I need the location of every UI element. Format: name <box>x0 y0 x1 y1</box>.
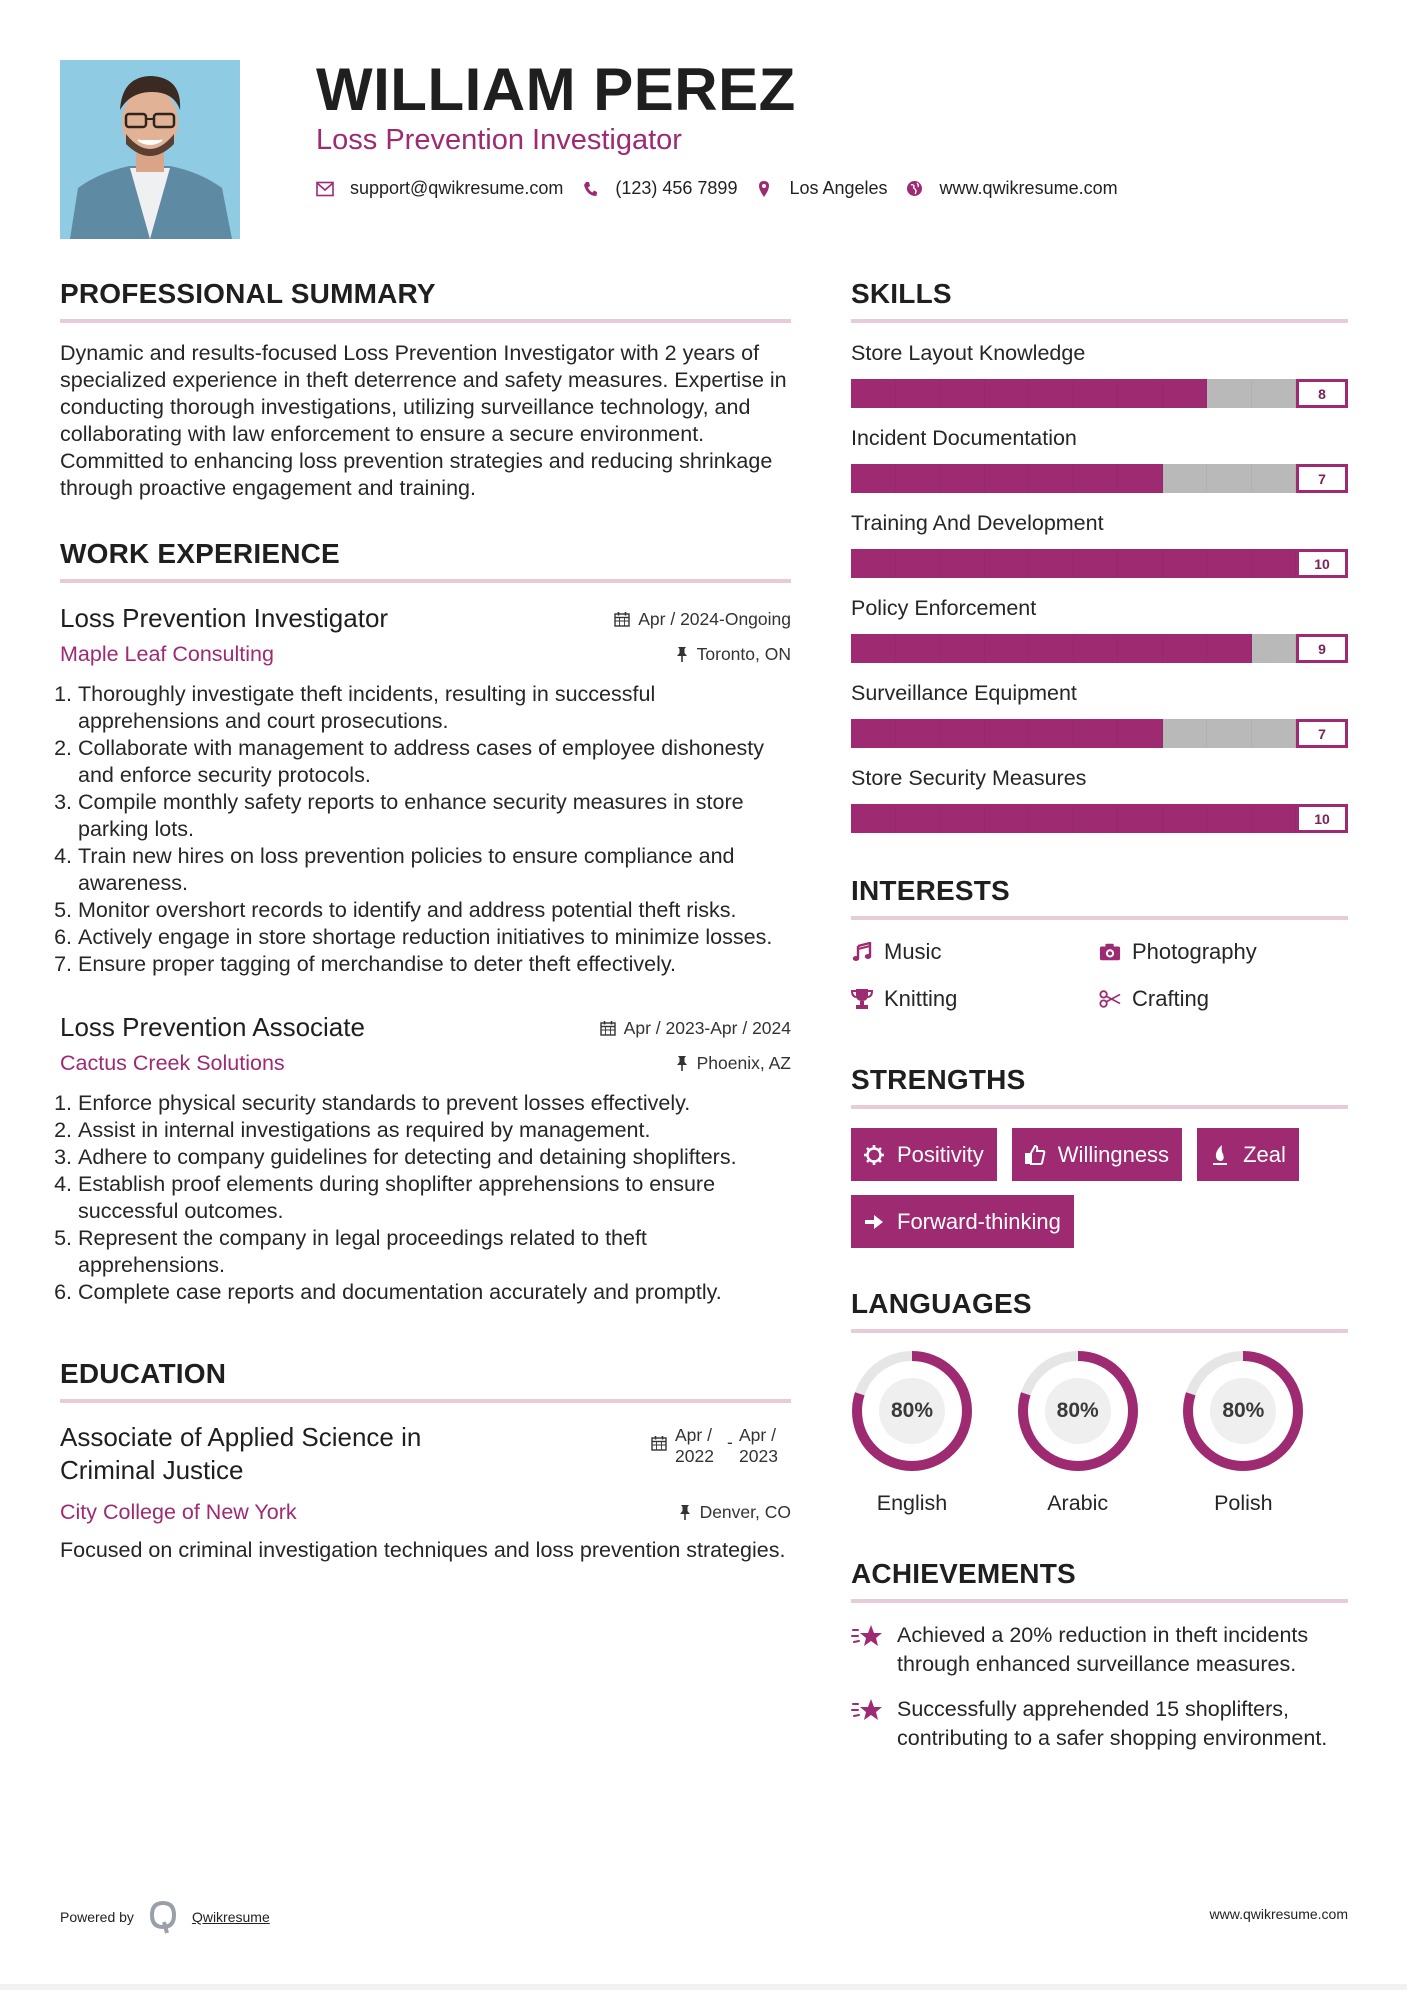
interest-item <box>1099 985 1348 1012</box>
skill-bar-segment <box>1118 549 1163 578</box>
strength-tag <box>851 1128 997 1181</box>
skill-score: 8 <box>1296 379 1348 408</box>
scissors-icon <box>1099 988 1121 1010</box>
skill-bar-segment <box>851 804 896 833</box>
music-icon <box>851 941 873 963</box>
candidate-name: WILLIAM PEREZ <box>316 56 796 123</box>
skill-bar-segment <box>896 719 941 748</box>
skill-item <box>851 340 1348 408</box>
skill-bar-segment <box>1029 719 1074 748</box>
skill-bar-segment <box>985 464 1030 493</box>
job-location-text: Toronto, ON <box>696 643 791 664</box>
skill-bar-segment <box>1207 379 1252 408</box>
duty-item: 1. Enforce physical security standards to prevent losses effectively. <box>78 1090 791 1117</box>
skill-bar-segment <box>896 549 941 578</box>
language-name: Arabic <box>1047 1491 1109 1515</box>
skill-score: 9 <box>1296 634 1348 663</box>
section-divider <box>851 1599 1348 1603</box>
calendar-icon <box>651 1435 667 1451</box>
strength-label: Willingness <box>1057 1141 1170 1167</box>
page-edge <box>0 1984 1407 1990</box>
section-title: ACHIEVEMENTS <box>851 1558 1076 1589</box>
language-name: English <box>876 1491 948 1515</box>
duty-item: 3. Compile monthly safety reports to enhance security measures in store parking lots. <box>78 789 791 843</box>
skills-section <box>851 276 1348 833</box>
job-entry <box>60 1010 791 1306</box>
qwikresume-logo-icon <box>148 1900 178 1934</box>
duty-item: 6. Actively engage in store shortage reduction initiatives to minimize losses. <box>78 924 791 951</box>
education-description: Focused on criminal investigation techniques and loss prevention strategies. <box>60 1538 786 1562</box>
calendar-icon <box>614 611 630 627</box>
interest-item <box>1099 938 1348 965</box>
thumbs-up-icon <box>1024 1144 1046 1166</box>
location-text: Los Angeles <box>789 178 888 198</box>
achievement-text: Achieved a 20% reduction in theft incidents through enhanced surveillance measures. <box>897 1623 1309 1676</box>
job-role: Loss Prevention Investigator <box>60 603 389 633</box>
summary-text: Dynamic and results-focused Loss Prevention Investigator with 2 years of specialized experience in theft deterrence and safety measures. Expertise in conducting thorough investigations, utilizing surveillance technology, and collaborating with law enforcement to ensure a secure environment. Committed to enhancing loss prevention strategies and reducing shrinkage through proactive engagement and training. <box>60 341 787 500</box>
skill-bar-segment <box>1163 804 1208 833</box>
globe-icon <box>906 180 924 198</box>
skill-score: 10 <box>1296 549 1348 578</box>
skill-bar-segment <box>896 804 941 833</box>
language-progress-ring <box>1017 1350 1139 1472</box>
duty-item: 4. Train new hires on loss prevention policies to ensure compliance and awareness. <box>78 843 791 897</box>
section-title: SKILLS <box>851 278 952 309</box>
duty-item: 5. Monitor overshort records to identify and address potential theft risks. <box>78 897 791 924</box>
skill-bar-segment <box>1118 379 1163 408</box>
skill-bar-segment <box>1118 804 1163 833</box>
section-divider <box>851 319 1348 323</box>
job-role: Loss Prevention Associate <box>60 1012 365 1042</box>
job-location <box>676 644 791 665</box>
duty-item: 5. Represent the company in legal proceedings related to theft apprehensions. <box>78 1225 791 1279</box>
section-title: PROFESSIONAL SUMMARY <box>60 278 436 309</box>
duty-list <box>60 681 791 978</box>
duty-item: 3. Adhere to company guidelines for detecting and detaining shoplifters. <box>78 1144 791 1171</box>
right-column <box>851 276 1348 1769</box>
summary-section <box>60 276 791 502</box>
languages-list <box>851 1350 1348 1516</box>
interest-label: Photography <box>1132 939 1257 964</box>
arrow-right-icon <box>863 1211 885 1233</box>
section-divider <box>60 1399 791 1403</box>
job-date <box>614 609 791 630</box>
strengths-section <box>851 1062 1348 1248</box>
skill-bar-segment <box>985 634 1030 663</box>
skill-rating-bar <box>851 719 1348 748</box>
languages-section <box>851 1286 1348 1516</box>
skill-bar-segment <box>1252 719 1297 748</box>
skill-name: Policy Enforcement <box>851 596 1037 620</box>
school-location-text: Denver, CO <box>699 1501 791 1522</box>
skill-bar-segment <box>940 804 985 833</box>
left-column <box>60 276 791 1564</box>
skill-bar-segment <box>896 634 941 663</box>
skill-bar-segment <box>985 719 1030 748</box>
shooting-star-icon <box>851 1697 885 1725</box>
skill-bar-segment <box>1029 549 1074 578</box>
experience-section <box>60 536 791 1306</box>
skill-bar-segment <box>1074 464 1119 493</box>
skill-bar-segment <box>985 379 1030 408</box>
skill-item <box>851 425 1348 493</box>
skill-name: Incident Documentation <box>851 426 1077 450</box>
contact-email[interactable] <box>316 178 563 199</box>
date-separator: - <box>727 1432 733 1452</box>
camera-icon <box>1099 941 1121 963</box>
pushpin-icon <box>679 1504 691 1520</box>
strength-tags <box>851 1128 1348 1248</box>
skill-rating-bar <box>851 804 1348 833</box>
profile-photo <box>60 60 240 239</box>
skill-item <box>851 510 1348 578</box>
achievement-text: Successfully apprehended 15 shoplifters, contributing to a safer shopping environment. <box>897 1697 1328 1750</box>
section-divider <box>60 579 791 583</box>
achievement-item <box>851 1695 1348 1753</box>
company-name: Maple Leaf Consulting <box>60 642 274 666</box>
skill-bar-segment <box>985 549 1030 578</box>
achievement-list <box>851 1621 1348 1753</box>
skill-rating-bar <box>851 634 1348 663</box>
education-end: Apr / 2023 <box>739 1425 778 1466</box>
skill-score: 7 <box>1296 719 1348 748</box>
job-location <box>676 1053 791 1074</box>
skill-bar-segment <box>1118 464 1163 493</box>
skill-bar-segment <box>940 634 985 663</box>
skill-rating-bar <box>851 379 1348 408</box>
duty-item: 7. Ensure proper tagging of merchandise to deter theft effectively. <box>78 951 791 978</box>
skill-bar-segment <box>851 379 896 408</box>
education-start: Apr / 2022 <box>675 1425 714 1466</box>
section-title: WORK EXPERIENCE <box>60 538 340 569</box>
strength-tag <box>1197 1128 1299 1181</box>
website-text: www.qwikresume.com <box>939 178 1118 198</box>
job-date <box>600 1018 791 1039</box>
education-dates <box>651 1425 791 1467</box>
section-divider <box>851 1329 1348 1333</box>
skill-bar-segment <box>940 379 985 408</box>
skill-bar-segment <box>1074 634 1119 663</box>
language-item <box>1017 1350 1183 1516</box>
section-divider <box>851 1105 1348 1109</box>
language-progress-ring <box>851 1350 973 1472</box>
skill-bar-segment <box>1252 634 1297 663</box>
language-item <box>851 1350 1017 1516</box>
job-date-text: Apr / 2024-Ongoing <box>638 608 791 629</box>
interests-section <box>851 873 1348 1012</box>
skills-list <box>851 340 1348 833</box>
skill-bar-segment <box>1207 634 1252 663</box>
calendar-icon <box>600 1020 616 1036</box>
interest-label: Music <box>884 939 942 964</box>
language-percent: 80% <box>1056 1399 1099 1422</box>
skill-bar-segment <box>896 464 941 493</box>
candidate-title: Loss Prevention Investigator <box>316 124 682 156</box>
skill-bar-segment <box>1029 634 1074 663</box>
skill-name: Store Security Measures <box>851 766 1087 790</box>
strength-tag <box>1012 1128 1182 1181</box>
skill-bar-segment <box>1074 549 1119 578</box>
skill-bar-segment <box>1163 379 1208 408</box>
envelope-icon <box>316 180 334 198</box>
skill-bar-segment <box>1074 719 1119 748</box>
skill-bar-segment <box>1074 379 1119 408</box>
skill-bar-segment <box>1207 549 1252 578</box>
skill-bar-segment <box>1029 804 1074 833</box>
strength-label: Positivity <box>897 1141 984 1167</box>
duty-item: 2. Collaborate with management to address cases of employee dishonesty and enforce security protocols. <box>78 735 791 789</box>
school-location <box>679 1502 791 1523</box>
skill-bar-segment <box>1029 379 1074 408</box>
skill-bar-segment <box>940 719 985 748</box>
job-entry <box>60 601 791 978</box>
footer-powered-by <box>60 1900 270 1934</box>
duty-list <box>60 1090 791 1306</box>
skill-name: Training And Development <box>851 511 1104 535</box>
language-progress-ring <box>1182 1350 1304 1472</box>
skill-item <box>851 680 1348 748</box>
phone-icon <box>581 180 599 198</box>
section-title: LANGUAGES <box>851 1288 1032 1319</box>
job-date-text: Apr / 2023-Apr / 2024 <box>623 1017 791 1038</box>
section-title: STRENGTHS <box>851 1064 1026 1095</box>
skill-bar-segment <box>1252 549 1297 578</box>
skill-item <box>851 765 1348 833</box>
company-name: Cactus Creek Solutions <box>60 1051 285 1075</box>
skill-bar-segment <box>940 549 985 578</box>
skill-item <box>851 595 1348 663</box>
footer-website[interactable]: www.qwikresume.com <box>1209 1906 1348 1922</box>
contact-location <box>755 178 887 199</box>
flame-icon <box>1209 1144 1231 1166</box>
skill-bar-segment <box>851 634 896 663</box>
skill-bar-segment <box>1207 804 1252 833</box>
skill-name: Store Layout Knowledge <box>851 341 1086 365</box>
skill-bar-segment <box>1163 464 1208 493</box>
achievement-item <box>851 1621 1348 1679</box>
education-section <box>60 1356 791 1564</box>
strength-tag <box>851 1195 1074 1248</box>
section-divider <box>851 916 1348 920</box>
language-percent: 80% <box>1222 1399 1265 1422</box>
skill-rating-bar <box>851 549 1348 578</box>
pushpin-icon <box>676 646 688 662</box>
skill-bar-segment <box>1029 464 1074 493</box>
interest-label: Crafting <box>1132 986 1210 1011</box>
skill-rating-bar <box>851 464 1348 493</box>
interest-item <box>851 985 1099 1012</box>
contact-phone[interactable] <box>581 178 737 199</box>
powered-by-text: Powered by <box>60 1909 134 1925</box>
duty-item: 4. Establish proof elements during shoplifter apprehensions to ensure successful outcomes. <box>78 1171 791 1225</box>
language-name: Polish <box>1214 1491 1273 1515</box>
contact-website[interactable] <box>906 178 1118 199</box>
school-name: City College of New York <box>60 1500 297 1524</box>
skill-bar-segment <box>1252 379 1297 408</box>
job-location-text: Phoenix, AZ <box>696 1052 791 1073</box>
skill-bar-segment <box>1163 719 1208 748</box>
contact-bar <box>316 178 1136 199</box>
skill-bar-segment <box>851 549 896 578</box>
interests-grid <box>851 938 1348 1012</box>
section-title: EDUCATION <box>60 1358 227 1389</box>
email-text: support@qwikresume.com <box>350 178 564 198</box>
skill-name: Surveillance Equipment <box>851 681 1077 705</box>
duty-item: 6. Complete case reports and documentation accurately and promptly. <box>78 1279 791 1306</box>
trophy-icon <box>851 988 873 1010</box>
duty-item: 2. Assist in internal investigations as required by management. <box>78 1117 791 1144</box>
interest-label: Knitting <box>884 986 958 1011</box>
skill-bar-segment <box>1118 719 1163 748</box>
skill-bar-segment <box>851 719 896 748</box>
strength-label: Forward-thinking <box>897 1208 1061 1234</box>
phone-text: (123) 456 7899 <box>615 178 738 198</box>
skill-bar-segment <box>1252 804 1297 833</box>
skill-bar-segment <box>1074 804 1119 833</box>
skill-bar-segment <box>1163 634 1208 663</box>
skill-bar-segment <box>1118 634 1163 663</box>
language-percent: 80% <box>890 1399 934 1422</box>
skill-bar-segment <box>985 804 1030 833</box>
skill-bar-segment <box>940 464 985 493</box>
skill-bar-segment <box>896 379 941 408</box>
language-item <box>1182 1350 1348 1516</box>
achievements-section <box>851 1556 1348 1753</box>
skill-bar-segment <box>1252 464 1297 493</box>
map-marker-icon <box>755 180 773 198</box>
section-title: INTERESTS <box>851 875 1010 906</box>
skill-bar-segment <box>1207 719 1252 748</box>
duty-item: 1. Thoroughly investigate theft incidents, resulting in successful apprehensions and court prosecutions. <box>78 681 791 735</box>
skill-bar-segment <box>1163 549 1208 578</box>
qwikresume-link[interactable]: Qwikresume <box>191 1909 270 1925</box>
sun-icon <box>863 1144 885 1166</box>
skill-score: 7 <box>1296 464 1348 493</box>
interest-item <box>851 938 1099 965</box>
strength-label: Zeal <box>1243 1141 1286 1167</box>
pushpin-icon <box>676 1055 688 1071</box>
skill-bar-segment <box>851 464 896 493</box>
section-divider <box>60 319 791 323</box>
skill-bar-segment <box>1207 464 1252 493</box>
shooting-star-icon <box>851 1623 885 1651</box>
degree-name: Associate of Applied Science in Criminal Justice <box>60 1422 422 1485</box>
skill-score: 10 <box>1296 804 1348 833</box>
